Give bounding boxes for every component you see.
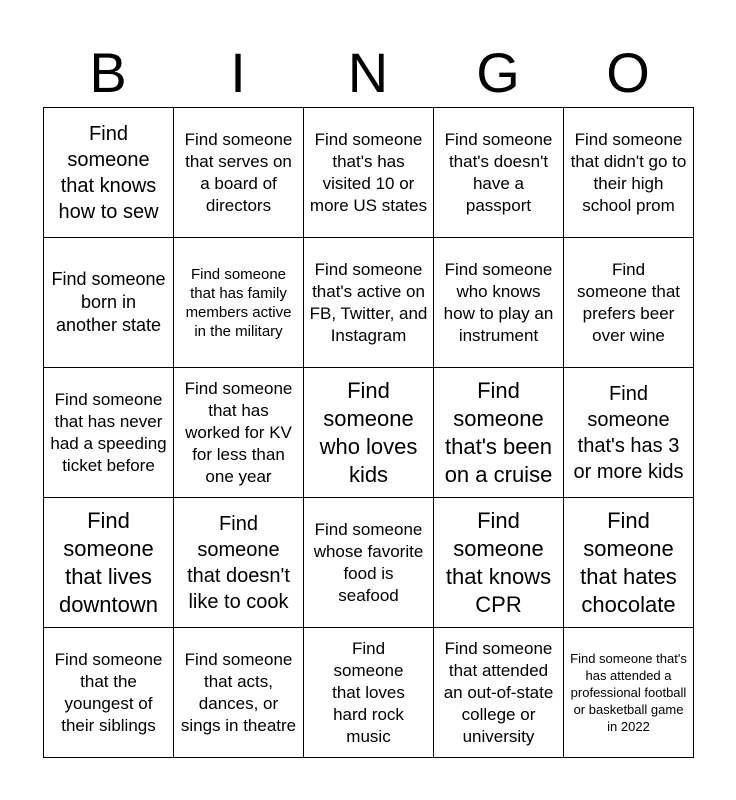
- header-letter-b: B: [89, 41, 127, 104]
- bingo-cell-r4-c3[interactable]: [304, 498, 434, 628]
- cell-text: Find someone that's been on a cruise: [444, 377, 553, 487]
- bingo-cell-r2-c4[interactable]: [434, 238, 564, 368]
- cell-text: Find someone that has family members active in the military: [185, 265, 292, 340]
- cell-text: Find someone that's active on FB, Twitter, and Instagram: [309, 259, 428, 345]
- bingo-cell-r1-c5[interactable]: [564, 108, 694, 238]
- cell-text: Find someone that the youngest of their siblings: [54, 649, 163, 735]
- cell-text: Find someone that doesn't like to cook: [187, 512, 290, 613]
- cell-text: Find someone that acts, dances, or sings in theatre: [180, 649, 297, 735]
- cell-text: Find someone that has never had a speeding ticket before: [50, 389, 167, 475]
- cell-text: Find someone that prefers beer over wine: [577, 259, 681, 345]
- cell-text: Find someone who loves kids: [319, 377, 418, 487]
- bingo-cell-r3-c5[interactable]: [564, 368, 694, 498]
- bingo-cell-r2-c2[interactable]: [174, 238, 304, 368]
- cell-text: Find someone that's doesn't have a passport: [444, 129, 553, 215]
- bingo-header: [43, 40, 693, 106]
- cell-text: Find someone that's has attended a professional football or basketball game in 2022: [570, 651, 687, 734]
- bingo-cell-r4-c1[interactable]: [44, 498, 174, 628]
- bingo-cell-r5-c2[interactable]: [174, 628, 304, 758]
- bingo-cell-r2-c3[interactable]: [304, 238, 434, 368]
- cell-text: Find someone born in another state: [51, 269, 166, 335]
- header-letter-o: O: [606, 41, 650, 104]
- header-letter-n: N: [347, 41, 389, 104]
- bingo-cell-r5-c3[interactable]: [304, 628, 434, 758]
- bingo-cell-r3-c4[interactable]: [434, 368, 564, 498]
- bingo-cell-r4-c5[interactable]: [564, 498, 694, 628]
- cell-text: Find someone that hates chocolate: [580, 507, 677, 617]
- header-letter-i: I: [230, 41, 246, 104]
- bingo-cell-r4-c4[interactable]: [434, 498, 564, 628]
- bingo-grid: [43, 107, 694, 758]
- cell-text: Find someone that knows how to sew: [58, 122, 159, 223]
- bingo-cell-r5-c5[interactable]: [564, 628, 694, 758]
- cell-text: Find someone that has worked for KV for less than one year: [184, 378, 293, 486]
- bingo-cell-r3-c1[interactable]: [44, 368, 174, 498]
- bingo-cell-r2-c1[interactable]: [44, 238, 174, 368]
- bingo-cell-r2-c5[interactable]: [564, 238, 694, 368]
- bingo-cell-r5-c1[interactable]: [44, 628, 174, 758]
- header-letter-g: G: [476, 41, 520, 104]
- bingo-cell-r1-c1[interactable]: [44, 108, 174, 238]
- cell-text: Find someone that didn't go to their high school prom: [570, 129, 687, 215]
- cell-text: Find someone that serves on a board of directors: [184, 129, 293, 215]
- bingo-cell-r1-c2[interactable]: [174, 108, 304, 238]
- bingo-cell-r4-c2[interactable]: [174, 498, 304, 628]
- bingo-cell-r3-c2[interactable]: [174, 368, 304, 498]
- cell-text: Find someone who knows how to play an instrument: [443, 259, 554, 345]
- cell-text: Find someone that knows CPR: [445, 507, 552, 617]
- bingo-cell-r1-c3[interactable]: [304, 108, 434, 238]
- cell-text: Find someone that attended an out-of-state college or university: [443, 638, 554, 746]
- cell-text: Find someone whose favorite food is seafood: [313, 519, 424, 605]
- cell-text: Find someone that's has visited 10 or more US states: [309, 129, 428, 215]
- cell-text: Find someone that lives downtown: [58, 507, 159, 617]
- bingo-cell-r3-c3[interactable]: [304, 368, 434, 498]
- cell-text: Find someone that loves hard rock music: [332, 638, 405, 746]
- bingo-cell-r5-c4[interactable]: [434, 628, 564, 758]
- cell-text: Find someone that's has 3 or more kids: [573, 382, 684, 483]
- bingo-cell-r1-c4[interactable]: [434, 108, 564, 238]
